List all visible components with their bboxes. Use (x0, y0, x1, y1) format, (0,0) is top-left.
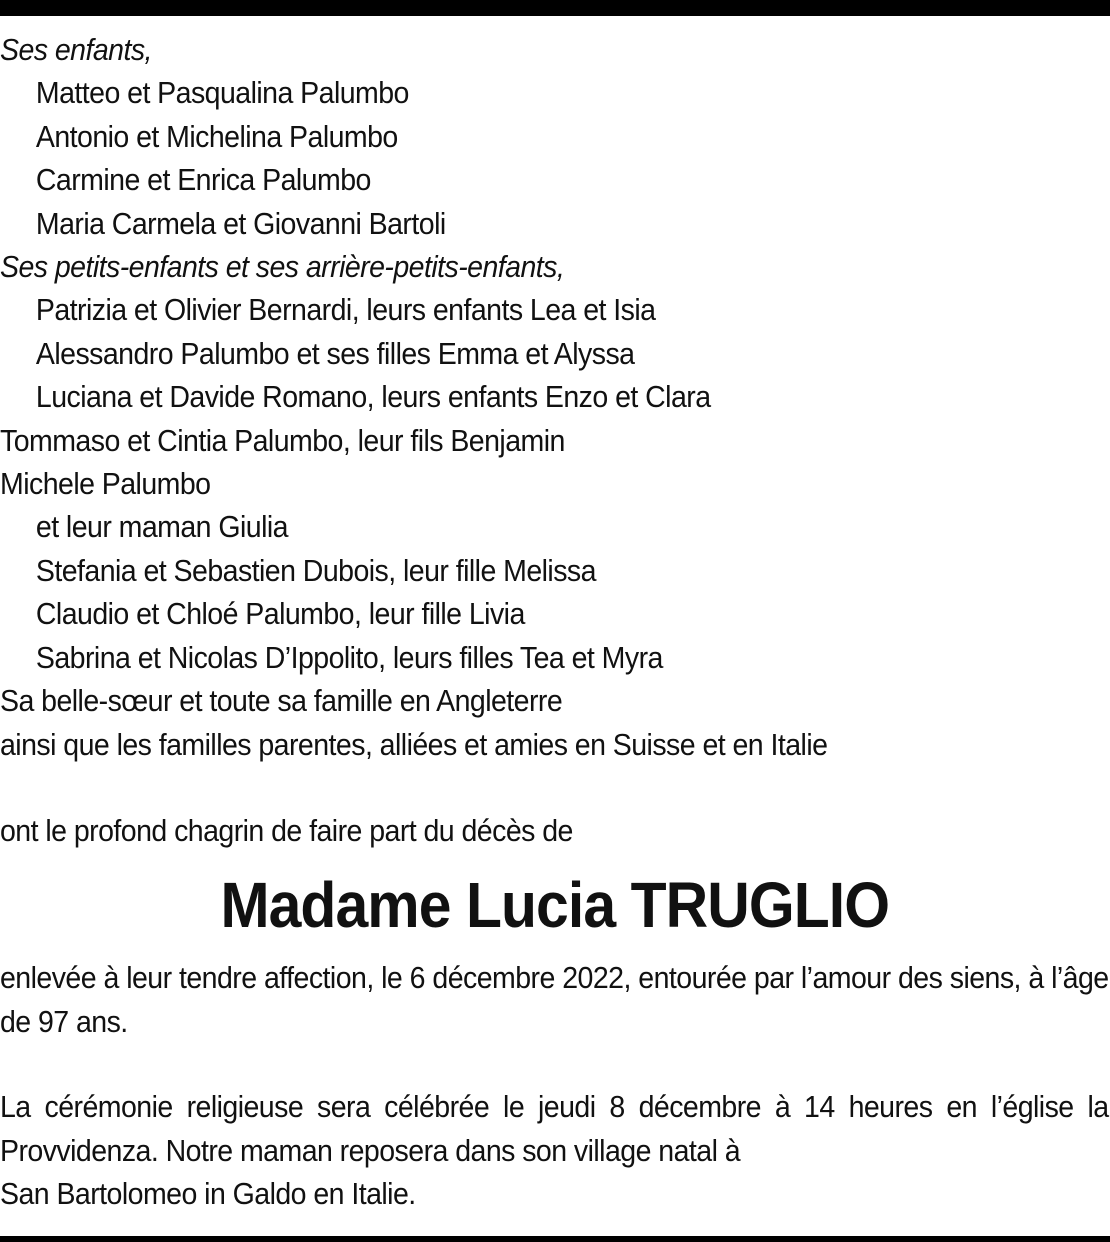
announcement-text: ont le profond chagrin de faire part du décès de (0, 812, 573, 848)
child-entry: Maria Carmela et Giovanni Bartoli (35, 205, 446, 241)
grandchild-entry: Michele Palumbo (0, 466, 211, 502)
obituary-notice (0, 28, 1109, 1215)
children-heading: Ses enfants, (0, 32, 152, 67)
grandchild-entry: Luciana et Davide Romano, leurs enfants Enzo et Clara (35, 379, 711, 415)
grandchild-entry: Sabrina et Nicolas D’Ippolito, leurs filles Tea et Myra (35, 639, 663, 675)
extended-family-line: Sa belle-sœur et toute sa famille en Angleterre (0, 683, 563, 719)
top-border-rule (0, 0, 1110, 16)
child-entry: Antonio et Michelina Palumbo (35, 118, 398, 154)
death-details-paragraph: enlevée à leur tendre affection, le 6 décembre 2022, entourée par l’amour des siens, à l’âge de 97 ans. (0, 960, 1109, 1039)
deceased-name: Madame Lucia TRUGLIO (220, 869, 890, 942)
grandchild-entry: Claudio et Chloé Palumbo, leur fille Livia (35, 596, 525, 632)
grandchildren-heading: Ses petits-enfants et ses arrière-petits-enfants, (0, 249, 565, 285)
extended-family-line: ainsi que les familles parentes, alliées et amies en Suisse et en Italie (0, 726, 828, 762)
child-entry: Matteo et Pasqualina Palumbo (35, 75, 409, 111)
ceremony-paragraph: La cérémonie religieuse sera célébrée le jeudi 8 décembre à 14 heures en l’église la Provvidenza. Notre maman reposera dans son village natal à (0, 1089, 1109, 1168)
ceremony-location-line: San Bartolomeo in Galdo en Italie. (0, 1175, 416, 1211)
bottom-border-rule (0, 1236, 1110, 1242)
grandchild-entry: Stefania et Sebastien Dubois, leur fille Melissa (35, 552, 596, 588)
grandchild-entry: et leur maman Giulia (35, 509, 288, 545)
grandchild-entry: Alessandro Palumbo et ses filles Emma et Alyssa (35, 335, 635, 371)
grandchild-entry: Tommaso et Cintia Palumbo, leur fils Benjamin (0, 422, 565, 458)
grandchild-entry: Patrizia et Olivier Bernardi, leurs enfants Lea et Isia (35, 292, 656, 328)
child-entry: Carmine et Enrica Palumbo (35, 162, 371, 198)
